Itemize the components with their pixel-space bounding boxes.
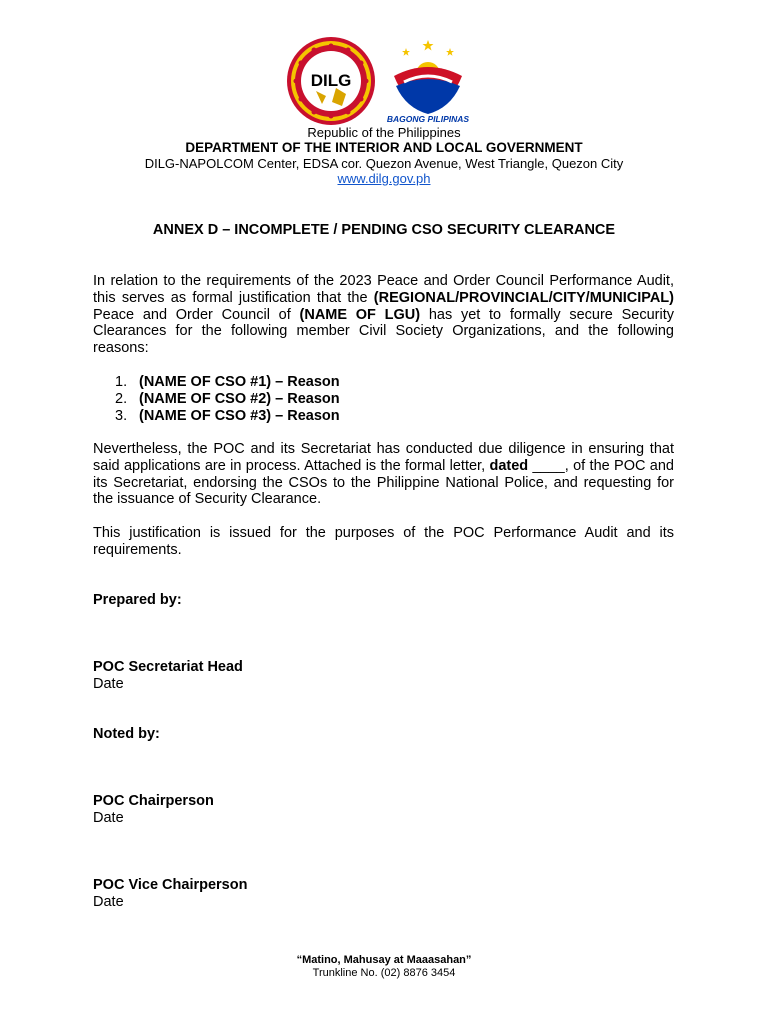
- intro-text-2: Peace and Order Council of: [93, 306, 300, 323]
- noted-by-label: Noted by:: [93, 726, 160, 742]
- intro-paragraph: [93, 273, 674, 357]
- prepared-by-label: Prepared by:: [93, 592, 182, 608]
- reasons-list: [93, 374, 674, 424]
- diligence-bold: dated: [489, 457, 529, 474]
- list-item: [115, 390, 674, 408]
- list-number: 2.: [115, 390, 128, 407]
- intro-bold-1: (REGIONAL/PROVINCIAL/CITY/MUNICIPAL): [373, 289, 674, 306]
- department-name: DEPARTMENT OF THE INTERIOR AND LOCAL GOVERNMENT: [185, 140, 583, 155]
- dilg-seal-logo: [286, 36, 376, 126]
- intro-text-3: has yet to formally secure Security Clearances for the following member Civil Society Organizations, and the following reasons:: [93, 306, 674, 357]
- list-number: 1.: [115, 374, 128, 390]
- website-link[interactable]: www.dilg.gov.ph: [337, 171, 431, 186]
- bagong-pilipinas-logo: [382, 38, 474, 124]
- footer-trunkline: Trunkline No. (02) 8876 3454: [312, 967, 456, 979]
- document-title: ANNEX D – INCOMPLETE / PENDING CSO SECURITY CLEARANCE: [152, 222, 616, 238]
- vice-chairperson-name: POC Vice Chairperson: [93, 877, 248, 893]
- chairperson-date: Date: [93, 810, 124, 826]
- bagong-pilipinas-text: BAGONG PILIPINAS: [386, 114, 470, 124]
- list-number: 3.: [115, 407, 128, 424]
- list-text: (NAME OF CSO #2) – Reason: [139, 390, 340, 407]
- intro-text-1: In relation to the requirements of the 2023 Peace and Order Council Performance Audit, this serves as formal justification that the: [93, 273, 674, 306]
- purpose-paragraph: This justification is issued for the purposes of the POC Performance Audit and its requirements.: [93, 525, 674, 558]
- vice-chairperson-date: Date: [93, 894, 124, 910]
- republic-line: Republic of the Philippines: [307, 125, 461, 140]
- seal-text: DILG: [310, 71, 352, 90]
- list-text: (NAME OF CSO #3) – Reason: [139, 407, 340, 424]
- chairperson-name: POC Chairperson: [93, 793, 214, 809]
- department-address: DILG-NAPOLCOM Center, EDSA cor. Quezon Avenue, West Triangle, Quezon City: [144, 156, 624, 171]
- diligence-paragraph: [93, 441, 674, 508]
- page-footer: [0, 954, 768, 980]
- list-text: (NAME OF CSO #1) – Reason: [139, 374, 340, 390]
- intro-bold-2: (NAME OF LGU): [299, 306, 421, 323]
- diligence-text-2: ____, of the POC and its Secretariat, endorsing the CSOs to the Philippine National Police, and requesting for the issuance of Security Clearance.: [93, 457, 675, 508]
- list-item: [115, 374, 674, 391]
- footer-motto: “Matino, Mahusay at Maaasahan”: [296, 954, 472, 966]
- list-item: [115, 407, 674, 425]
- letterhead: [0, 125, 768, 186]
- diligence-text-1: Nevertheless, the POC and its Secretariat has conducted due diligence in ensuring that said applications are in process. Attached is the formal letter,: [93, 441, 674, 474]
- header-logos: [286, 36, 476, 126]
- secretariat-head-date: Date: [93, 676, 124, 692]
- secretariat-head-name: POC Secretariat Head: [93, 659, 243, 675]
